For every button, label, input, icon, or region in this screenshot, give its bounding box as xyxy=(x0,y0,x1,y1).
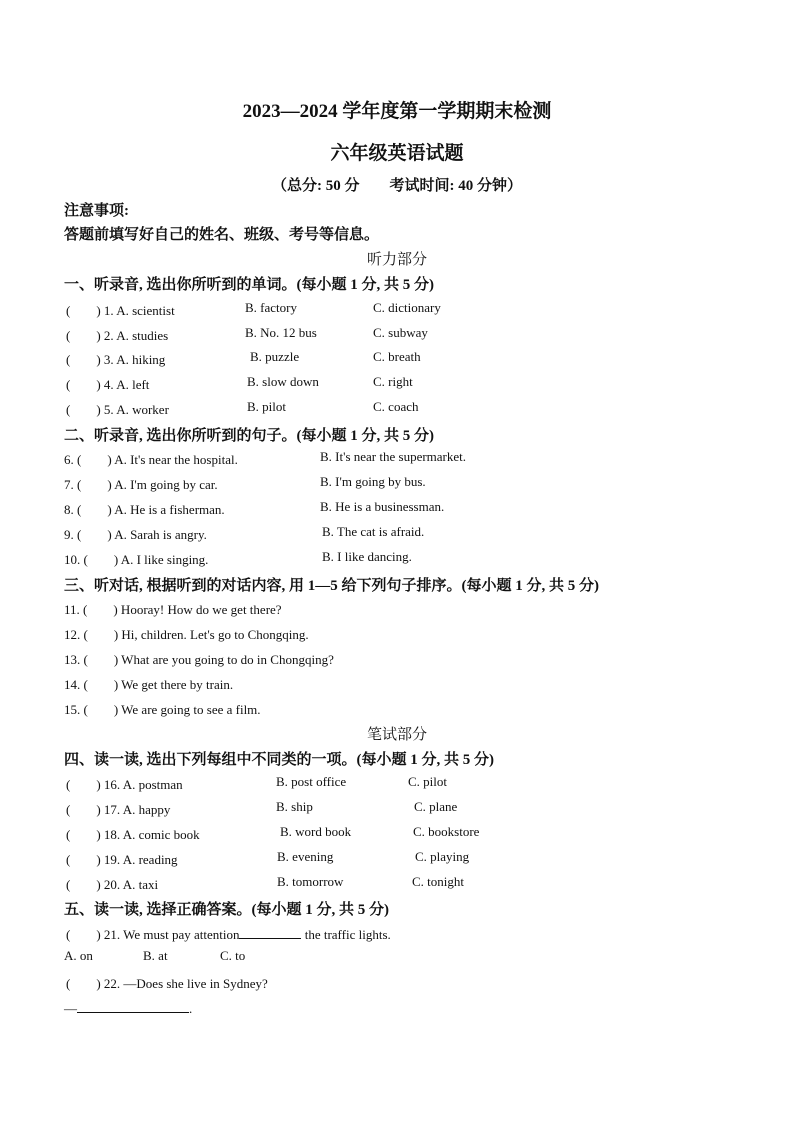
q15-item: 15. ( ) We are going to see a film. xyxy=(64,702,261,717)
q5-num: ( ) 5. A. worker xyxy=(66,402,169,417)
q14-item: 14. ( ) We get there by train. xyxy=(64,677,234,692)
q8-option-a: 8. ( ) A. He is a fisherman. xyxy=(64,502,225,517)
q21-stem xyxy=(66,924,391,943)
q19-option-b: B. evening xyxy=(277,849,334,864)
q10-option-a: 10. ( ) A. I like singing. xyxy=(64,552,209,567)
section-5-heading: 五、读一读, 选择正确答案。(每小题 1 分, 共 5 分) xyxy=(64,902,389,918)
q20-option-c: C. tonight xyxy=(412,874,465,889)
q18-option-b: B. word book xyxy=(280,824,352,839)
q9-option-a: 9. ( ) A. Sarah is angry. xyxy=(64,527,207,542)
q21-stem-pre: ( ) 21. We must pay attention xyxy=(66,927,240,942)
q1-option-c: C. dictionary xyxy=(373,300,441,315)
q7-option-b: B. I'm going by bus. xyxy=(320,474,426,489)
q8-option-b: B. He is a businessman. xyxy=(320,499,445,514)
exam-subtitle: 六年级英语试题 xyxy=(330,143,464,164)
q22-stem: ( ) 22. —Does she live in Sydney? xyxy=(66,976,268,991)
q2-option-c: C. subway xyxy=(373,325,428,340)
q13-item: 13. ( ) What are you going to do in Chongqing? xyxy=(64,652,334,667)
q3-option-c: C. breath xyxy=(373,349,421,364)
q18-option-c: C. bookstore xyxy=(413,824,480,839)
q22-answer-suffix: . xyxy=(189,1001,193,1016)
q7-option-a: 7. ( ) A. I'm going by car. xyxy=(64,477,218,492)
q3-num: ( ) 3. A. hiking xyxy=(66,352,166,367)
q20-num: ( ) 20. A. taxi xyxy=(66,877,159,892)
score-info: （总分: 50 分 考试时间: 40 分钟） xyxy=(272,178,522,194)
q10-option-b: B. I like dancing. xyxy=(322,549,412,564)
q21-answer-blank[interactable] xyxy=(239,925,301,939)
section-4-heading: 四、读一读, 选出下列每组中不同类的一项。(每小题 1 分, 共 5 分) xyxy=(64,752,494,768)
q1-option-b: B. factory xyxy=(245,300,297,315)
q16-option-c: C. pilot xyxy=(408,774,448,789)
notice-heading: 注意事项: xyxy=(64,203,129,219)
section-3-heading: 三、听对话, 根据听到的对话内容, 用 1—5 给下列句子排序。(每小题 1 分, 共 5 分) xyxy=(64,578,599,594)
exam-title: 2023—2024 学年度第一学期期末检测 xyxy=(242,101,552,122)
q17-num: ( ) 17. A. happy xyxy=(66,802,171,817)
q19-num: ( ) 19. A. reading xyxy=(66,852,178,867)
q12-item: 12. ( ) Hi, children. Let's go to Chongqing. xyxy=(64,627,309,642)
q2-num: ( ) 2. A. studies xyxy=(66,328,169,343)
q21-option-c: C. to xyxy=(220,948,246,963)
q5-option-b: B. pilot xyxy=(247,399,287,414)
q16-option-b: B. post office xyxy=(276,774,347,789)
q22-answer-line xyxy=(64,999,192,1017)
q20-option-b: B. tomorrow xyxy=(277,874,344,889)
q19-option-c: C. playing xyxy=(415,849,470,864)
q9-option-b: B. The cat is afraid. xyxy=(322,524,425,539)
q21-stem-post: the traffic lights. xyxy=(301,927,391,942)
section-2-heading: 二、听录音, 选出你所听到的句子。(每小题 1 分, 共 5 分) xyxy=(64,428,434,444)
q22-answer-prefix: — xyxy=(64,1001,77,1016)
q21-option-b: B. at xyxy=(143,948,168,963)
q1-num: ( ) 1. A. scientist xyxy=(66,303,175,318)
q3-option-b: B. puzzle xyxy=(250,349,300,364)
q17-option-b: B. ship xyxy=(276,799,313,814)
q17-option-c: C. plane xyxy=(414,799,458,814)
q5-option-c: C. coach xyxy=(373,399,419,414)
q22-answer-blank[interactable] xyxy=(77,999,189,1013)
q6-option-b: B. It's near the supermarket. xyxy=(320,449,467,464)
notice-text: 答题前填写好自己的姓名、班级、考号等信息。 xyxy=(64,227,380,243)
q21-option-a: A. on xyxy=(64,948,93,963)
q2-option-b: B. No. 12 bus xyxy=(245,325,317,340)
q16-num: ( ) 16. A. postman xyxy=(66,777,183,792)
section-1-heading: 一、听录音, 选出你所听到的单词。(每小题 1 分, 共 5 分) xyxy=(64,277,434,293)
q18-num: ( ) 18. A. comic book xyxy=(66,827,200,842)
q4-num: ( ) 4. A. left xyxy=(66,377,150,392)
listening-label: 听力部分 xyxy=(366,252,427,268)
q6-option-a: 6. ( ) A. It's near the hospital. xyxy=(64,452,238,467)
q4-option-c: C. right xyxy=(373,374,413,389)
q4-option-b: B. slow down xyxy=(247,374,319,389)
writing-label: 笔试部分 xyxy=(366,727,427,743)
q11-item: 11. ( ) Hooray! How do we get there? xyxy=(64,602,282,617)
